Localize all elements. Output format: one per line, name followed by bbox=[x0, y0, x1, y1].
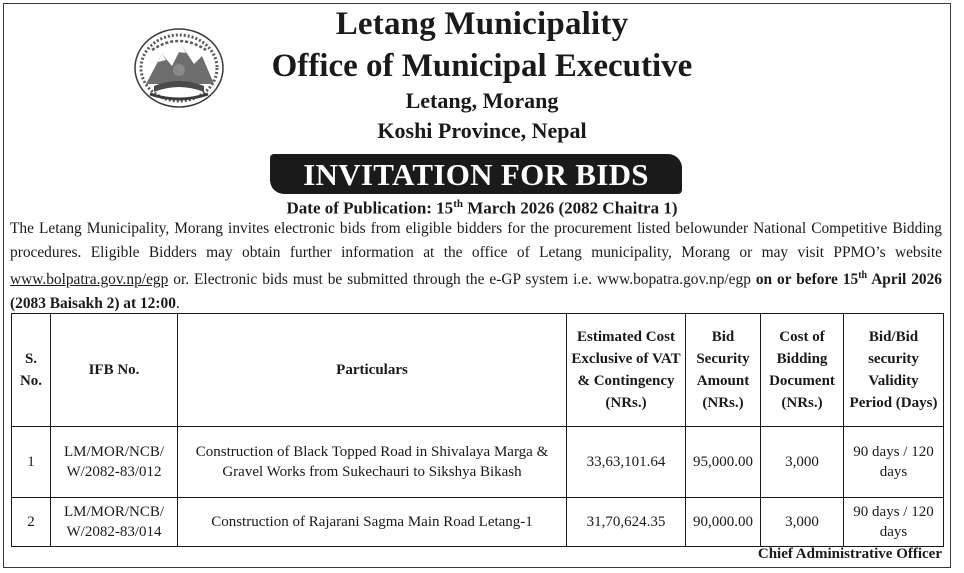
header-doc-cost: Cost of Bidding Document (NRs.) bbox=[761, 314, 844, 427]
cell-sn: 2 bbox=[12, 498, 51, 547]
office-title: Office of Municipal Executive bbox=[271, 48, 693, 84]
table-row bbox=[12, 498, 944, 547]
bolpatra-link[interactable]: www.bolpatra.gov.np/egp bbox=[10, 271, 169, 289]
deadline-part-2: April 2026 (2083 Baisakh 2) at 12:00 bbox=[10, 271, 942, 312]
header-particulars: Particulars bbox=[178, 314, 567, 427]
pubdate-sup: th bbox=[453, 198, 463, 210]
cell-security: 90,000.00 bbox=[686, 498, 761, 547]
header-validity: Bid/Bid security Validity Period (Days) bbox=[844, 314, 944, 427]
deadline-part-1: on or before 15 bbox=[755, 271, 859, 289]
cell-validity: 90 days / 120 days bbox=[844, 498, 944, 547]
cell-doc-cost: 3,000 bbox=[761, 498, 844, 547]
notice-header bbox=[0, 0, 964, 200]
signatory: Chief Administrative Officer bbox=[757, 546, 942, 562]
table-header-row bbox=[12, 314, 944, 427]
cell-particulars: Construction of Rajarani Sagma Main Road Letang-1 bbox=[178, 498, 567, 547]
publication-date bbox=[0, 198, 964, 219]
cell-security: 95,000.00 bbox=[686, 427, 761, 498]
intro-end: . bbox=[175, 294, 180, 312]
intro-paragraph bbox=[10, 217, 942, 315]
cell-ifb: LM/MOR/NCB/ W/2082-83/014 bbox=[51, 498, 178, 547]
header-ifb: IFB No. bbox=[51, 314, 178, 427]
cell-particulars: Construction of Black Topped Road in Shivalaya Marga & Gravel Works from Sukechauri to Sikshya Bikash bbox=[178, 427, 567, 498]
cell-sn: 1 bbox=[12, 427, 51, 498]
header-cost: Estimated Cost Exclusive of VAT & Contingency (NRs.) bbox=[567, 314, 686, 427]
municipality-title: Letang Municipality bbox=[335, 6, 629, 42]
header-security: Bid Security Amount (NRs.) bbox=[686, 314, 761, 427]
bids-table bbox=[11, 313, 944, 547]
cell-ifb: LM/MOR/NCB/ W/2082-83/012 bbox=[51, 427, 178, 498]
deadline-sup: th bbox=[858, 270, 868, 281]
cell-doc-cost: 3,000 bbox=[761, 427, 844, 498]
cell-validity: 90 days / 120 days bbox=[844, 427, 944, 498]
cell-cost: 33,63,101.64 bbox=[567, 427, 686, 498]
invitation-banner bbox=[270, 154, 682, 194]
intro-text-2: or. Electronic bids must be submitted through the e-GP system i.e. www.bopatra.gov.np/egp bbox=[168, 271, 756, 289]
cell-cost: 31,70,624.35 bbox=[567, 498, 686, 547]
pubdate-rest: March 2026 (2082 Chaitra 1) bbox=[462, 198, 678, 218]
intro-text-1: The Letang Municipality, Morang invites electronic bids from eligible bidders for the procurement listed belowunder National Competitive Bidding procedures. Eligible Bidders may obtain further information at the office of Letang municipality, Morang or may visit PPMO’s website bbox=[10, 220, 942, 261]
table-row bbox=[12, 427, 944, 498]
location-line: Letang, Morang bbox=[405, 88, 559, 113]
banner-text: INVITATION FOR BIDS bbox=[303, 157, 649, 192]
pubdate-prefix: Date of Publication: 15 bbox=[286, 198, 454, 218]
province-line: Koshi Province, Nepal bbox=[377, 118, 587, 143]
header-sn: S. No. bbox=[12, 314, 51, 427]
